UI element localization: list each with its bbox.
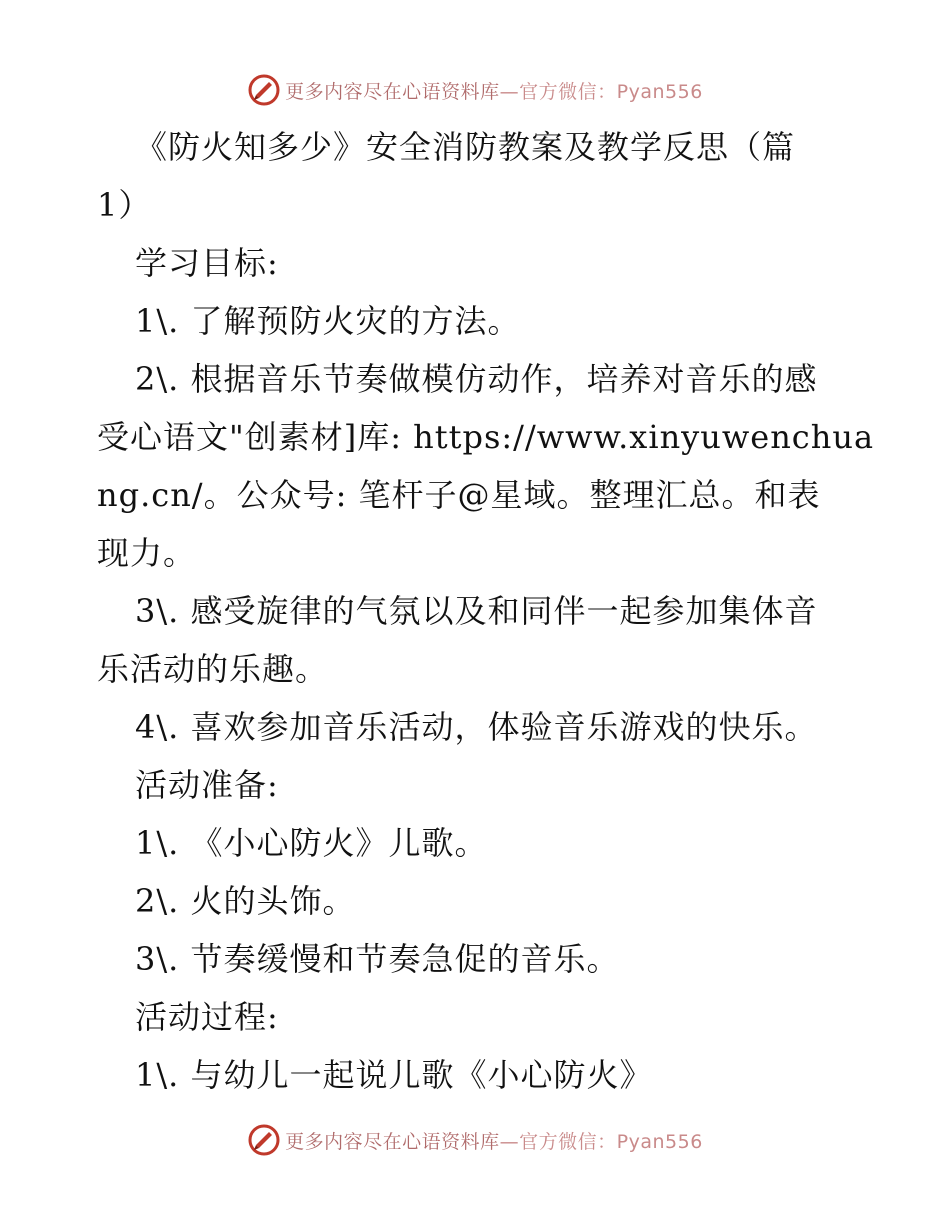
preparation-item-3: 3\. 节奏缓慢和节奏急促的音乐。 — [135, 940, 620, 978]
header-banner-text: 更多内容尽在心语资料库—官方微信：Pyan556 — [285, 80, 703, 103]
document-body — [97, 118, 875, 1104]
objective-item-2-cont-2: ng.cn/。公众号: 笔杆子@星域。整理汇总。和表 — [97, 476, 821, 514]
objective-item-3-cont: 乐活动的乐趣。 — [97, 650, 329, 688]
section-heading-objectives: 学习目标: — [135, 244, 279, 282]
header-banner — [0, 70, 950, 110]
document-title-line-2: 1） — [97, 186, 152, 224]
objective-item-1: 1\. 了解预防火灾的方法。 — [135, 302, 521, 340]
logo-icon — [247, 1123, 281, 1157]
objective-item-3: 3\. 感受旋律的气氛以及和同伴一起参加集体音 — [135, 592, 818, 630]
objective-item-2-cont-3: 现力。 — [97, 534, 197, 572]
section-heading-process: 活动过程: — [135, 998, 279, 1036]
objective-item-2: 2\. 根据音乐节奏做模仿动作，培养对音乐的感 — [135, 360, 818, 398]
footer-banner-text: 更多内容尽在心语资料库—官方微信：Pyan556 — [285, 1130, 703, 1153]
footer-banner — [0, 1120, 950, 1160]
preparation-item-2: 2\. 火的头饰。 — [135, 882, 356, 920]
objective-item-2-cont-1: 受心语文"创素材]库: https://www.xinyuwenchua — [97, 418, 875, 456]
document-title-line-1: 《防火知多少》安全消防教案及教学反思（篇 — [135, 128, 796, 166]
preparation-item-1: 1\. 《小心防火》儿歌。 — [135, 824, 488, 862]
objective-item-4: 4\. 喜欢参加音乐活动，体验音乐游戏的快乐。 — [135, 708, 818, 746]
logo-icon — [247, 73, 281, 107]
process-item-1: 1\. 与幼儿一起说儿歌《小心防火》 — [135, 1056, 653, 1094]
section-heading-preparation: 活动准备: — [135, 766, 279, 804]
